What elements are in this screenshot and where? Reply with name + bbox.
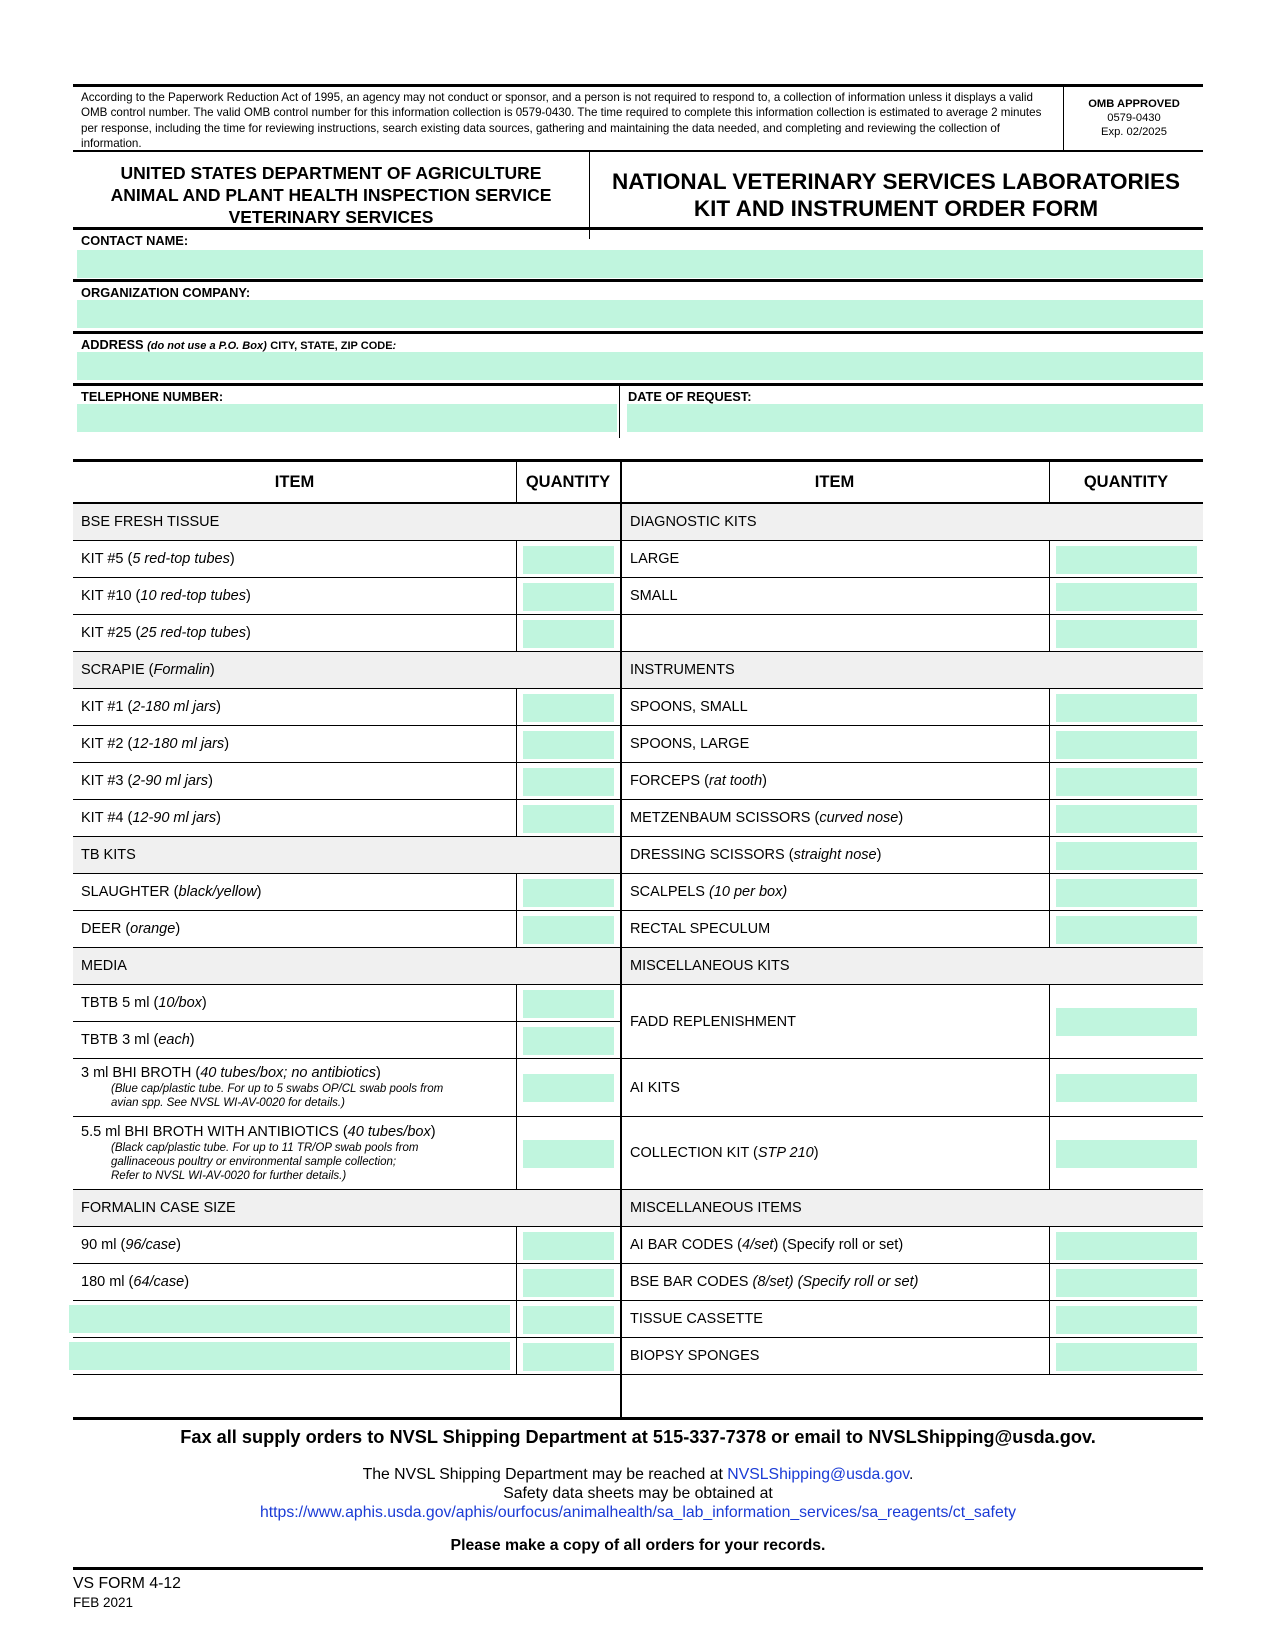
left-header-divider xyxy=(516,462,517,502)
item-label-text: 5.5 ml BHI BROTH WITH ANTIBIOTICS ( xyxy=(81,1123,348,1140)
item-label xyxy=(73,773,213,789)
item-label xyxy=(73,847,136,863)
item-label-detail: 96/case xyxy=(125,1237,177,1253)
table-row xyxy=(73,1301,516,1338)
item-label-suffix: ) xyxy=(430,1123,436,1140)
item-label-detail: STP 210 xyxy=(757,1145,814,1161)
item-label-text: SPOONS, SMALL xyxy=(630,699,748,715)
quantity-field[interactable] xyxy=(523,620,614,648)
organization-label: ORGANIZATION COMPANY: xyxy=(81,285,251,300)
item-label xyxy=(622,1200,802,1216)
table-row xyxy=(73,1338,516,1375)
item-label xyxy=(73,588,251,604)
item-label-detail: orange xyxy=(130,921,176,937)
item-label-text: AI BAR CODES ( xyxy=(630,1237,742,1253)
item-label xyxy=(622,1237,903,1253)
item-label-suffix: ) xyxy=(245,625,251,641)
item-label xyxy=(73,736,229,752)
address-label-note: (do not use a P.O. Box) xyxy=(147,340,267,352)
item-label-suffix: ) xyxy=(224,736,230,752)
custom-item-field[interactable] xyxy=(69,1305,510,1333)
item-label xyxy=(73,551,235,567)
table-row xyxy=(622,837,1049,874)
section-header-row xyxy=(73,837,620,874)
item-label-detail: black/yellow xyxy=(178,884,257,900)
quantity-field[interactable] xyxy=(1056,1008,1197,1036)
item-label xyxy=(73,921,180,937)
item-label-detail: 40 tubes/box; no antibiotics xyxy=(200,1065,376,1081)
item-label xyxy=(73,699,221,715)
item-label xyxy=(622,884,787,900)
item-label-suffix: ) xyxy=(245,588,251,604)
quantity-cell xyxy=(1049,874,1203,911)
quantity-field[interactable] xyxy=(523,1269,614,1297)
quantity-cell xyxy=(1049,1059,1203,1117)
contact-name-label: CONTACT NAME: xyxy=(81,233,189,248)
omb-number: 0579-0430 xyxy=(1107,112,1161,124)
table-row xyxy=(73,874,516,911)
item-label-text: AI KITS xyxy=(630,1079,680,1096)
item-label-text: 3 ml BHI BROTH ( xyxy=(81,1065,201,1081)
item-label xyxy=(73,625,251,641)
table-row xyxy=(622,800,1049,837)
quantity-field[interactable] xyxy=(1056,1343,1197,1371)
organization-field[interactable] xyxy=(77,300,1203,328)
item-note: Refer to NVSL WI-AV-0020 for further details.) xyxy=(111,1169,347,1182)
quantity-cell xyxy=(1049,1117,1203,1190)
item-label-text: MISCELLANEOUS ITEMS xyxy=(630,1200,802,1216)
item-label-text: FORCEPS ( xyxy=(630,773,709,789)
table-row xyxy=(73,541,516,578)
table-row xyxy=(73,911,516,948)
quantity-cell xyxy=(516,1301,620,1338)
item-label-text: KIT #2 ( xyxy=(81,736,133,752)
sds-text: Safety data sheets may be obtained at xyxy=(503,1485,773,1502)
item-label-text: 90 ml ( xyxy=(81,1237,126,1253)
quantity-field[interactable] xyxy=(1056,768,1197,796)
address-field[interactable] xyxy=(77,352,1203,380)
agency-line-3: VETERINARY SERVICES xyxy=(228,207,434,227)
item-label xyxy=(622,699,748,715)
item-label-text: DIAGNOSTIC KITS xyxy=(630,514,757,530)
item-label-text: INSTRUMENTS xyxy=(630,662,735,678)
item-label-suffix: ) xyxy=(898,810,904,826)
quantity-cell xyxy=(1049,800,1203,837)
copy-reminder: Please make a copy of all orders for your records. xyxy=(450,1537,826,1554)
quantity-cell xyxy=(516,911,620,948)
table-row xyxy=(622,874,1049,911)
quantity-field[interactable] xyxy=(1056,694,1197,722)
item-label-suffix: ) (Specify roll or set) xyxy=(773,1237,904,1253)
item-label-text: SLAUGHTER ( xyxy=(81,884,179,900)
form-date: FEB 2021 xyxy=(73,1595,134,1610)
quantity-field[interactable] xyxy=(1056,1140,1197,1168)
section-header-row xyxy=(73,948,620,985)
item-label-detail: 40 tubes/box xyxy=(347,1123,431,1140)
table-row xyxy=(622,1338,1049,1375)
item-label-suffix: ) xyxy=(229,551,235,567)
table-row xyxy=(73,1022,516,1059)
quantity-field[interactable] xyxy=(523,1232,614,1260)
quantity-cell xyxy=(516,578,620,615)
item-label-text: FADD REPLENISHMENT xyxy=(630,1013,796,1030)
title-line-1: NATIONAL VETERINARY SERVICES LABORATORIES xyxy=(612,169,1180,194)
item-label-suffix: ) xyxy=(176,1237,181,1253)
item-label-text: METZENBAUM SCISSORS ( xyxy=(630,810,820,826)
quantity-cell xyxy=(1049,1227,1203,1264)
item-label-suffix: ) xyxy=(375,1065,381,1081)
quantity-cell xyxy=(516,726,620,763)
item-label-text: KIT #1 ( xyxy=(81,699,133,715)
omb-title: OMB APPROVED xyxy=(1088,98,1180,110)
item-label xyxy=(622,514,757,530)
form-title xyxy=(589,168,1203,222)
phone-date-divider xyxy=(619,386,620,438)
item-label xyxy=(622,958,790,974)
item-label xyxy=(622,551,679,567)
item-label-suffix: ) xyxy=(256,884,262,900)
table-row xyxy=(622,578,1049,615)
quantity-cell xyxy=(1049,1301,1203,1338)
item-label xyxy=(73,1274,189,1290)
item-label xyxy=(622,1145,819,1161)
table-row xyxy=(73,985,516,1022)
table-row xyxy=(622,541,1049,578)
quantity-cell xyxy=(516,1059,620,1117)
table-row xyxy=(73,800,516,837)
item-label-text: RECTAL SPECULUM xyxy=(630,921,771,937)
quantity-cell xyxy=(516,1338,620,1375)
omb-expiration: Exp. 02/2025 xyxy=(1101,126,1167,138)
quantity-cell xyxy=(516,541,620,578)
omb-box xyxy=(1063,87,1204,150)
item-label-detail: each xyxy=(158,1032,190,1048)
item-label-text: KIT #10 ( xyxy=(81,588,141,604)
quantity-cell xyxy=(1049,837,1203,874)
item-label xyxy=(622,1080,680,1096)
table-row xyxy=(622,985,1049,1059)
quantity-cell xyxy=(516,689,620,726)
item-label-detail: 4/set xyxy=(742,1237,774,1253)
item-label-text: SPOONS, LARGE xyxy=(630,736,750,752)
custom-item-field[interactable] xyxy=(69,1342,510,1370)
quantity-field[interactable] xyxy=(1056,916,1197,944)
item-label-detail: 12-90 ml jars xyxy=(132,810,217,826)
section-header-row xyxy=(73,652,620,689)
quantity-cell xyxy=(1049,726,1203,763)
item-label xyxy=(73,958,127,974)
quantity-field[interactable] xyxy=(523,879,614,907)
right-header-divider xyxy=(1049,462,1050,502)
item-label xyxy=(622,847,881,863)
quantity-field[interactable] xyxy=(1056,879,1197,907)
item-label xyxy=(622,1014,796,1030)
organization-section xyxy=(73,279,1203,334)
item-label-text: LARGE xyxy=(630,551,680,567)
quantity-field[interactable] xyxy=(1056,1232,1197,1260)
item-label-suffix: ) xyxy=(813,1145,819,1161)
item-label-suffix: ) xyxy=(876,847,882,863)
quantity-field[interactable] xyxy=(1056,583,1197,611)
item-label-text: KIT #4 ( xyxy=(81,810,133,826)
quantity-cell xyxy=(1049,911,1203,948)
item-label xyxy=(73,1065,381,1082)
item-label-suffix: ) xyxy=(175,921,181,937)
item-label-detail: (10 per box) xyxy=(709,884,788,900)
section-header-row xyxy=(622,1190,1203,1227)
item-label xyxy=(622,1348,759,1364)
table-row xyxy=(73,689,516,726)
table-row xyxy=(622,1059,1049,1117)
item-label xyxy=(622,736,749,752)
item-label xyxy=(73,810,221,826)
form-identifier xyxy=(73,1567,1203,1610)
quantity-cell xyxy=(516,1264,620,1301)
item-label-suffix: ) xyxy=(208,773,213,789)
address-label-main: ADDRESS xyxy=(81,337,144,352)
item-label xyxy=(73,995,207,1011)
table-row xyxy=(73,763,516,800)
item-label-text: KIT #25 ( xyxy=(81,625,141,641)
item-label xyxy=(622,662,735,678)
shipping-contact-line xyxy=(73,1465,1203,1484)
fax-instructions: Fax all supply orders to NVSL Shipping Department at 515-337-7378 or email to NVSLShipping@usda.gov. xyxy=(180,1427,1096,1447)
quantity-field[interactable] xyxy=(523,546,614,574)
quantity-cell xyxy=(1049,541,1203,578)
shipping-email-link[interactable]: NVSLShipping@usda.gov xyxy=(727,1466,910,1483)
item-label-text: 180 ml ( xyxy=(81,1274,134,1290)
quantity-cell xyxy=(516,985,620,1022)
item-label-detail: 64/case xyxy=(133,1274,185,1290)
contact-name-field[interactable] xyxy=(77,250,1203,278)
table-row xyxy=(622,1264,1049,1301)
telephone-field[interactable] xyxy=(77,404,617,432)
quantity-cell xyxy=(1049,615,1203,652)
item-label-detail: 2-180 ml jars xyxy=(132,699,217,715)
item-label-detail: 12-180 ml jars xyxy=(132,736,225,752)
quantity-field[interactable] xyxy=(1056,1306,1197,1334)
table-row xyxy=(622,1301,1049,1338)
item-label-detail: Formalin xyxy=(153,662,210,678)
item-label-suffix: ) xyxy=(216,810,221,826)
item-label xyxy=(73,1124,436,1141)
item-label-suffix: ) xyxy=(762,773,767,789)
item-label-detail: 25 red-top tubes xyxy=(140,625,246,641)
quantity-field[interactable] xyxy=(523,694,614,722)
quantity-field[interactable] xyxy=(1056,546,1197,574)
form-header xyxy=(73,150,1203,239)
quantity-field[interactable] xyxy=(1056,1269,1197,1297)
table-row xyxy=(622,1117,1049,1190)
item-label-suffix: ) xyxy=(184,1274,190,1290)
item-label-text: BIOPSY SPONGES xyxy=(630,1348,760,1364)
table-row xyxy=(73,615,516,652)
date-of-request-label: DATE OF REQUEST: xyxy=(628,389,752,404)
quantity-field[interactable] xyxy=(1056,731,1197,759)
item-label-text: SMALL xyxy=(630,588,678,604)
address-label xyxy=(81,337,396,352)
item-label xyxy=(622,773,767,789)
table-row xyxy=(622,726,1049,763)
item-label-text: COLLECTION KIT ( xyxy=(630,1145,758,1161)
agency-line-1: UNITED STATES DEPARTMENT OF AGRICULTURE xyxy=(120,163,542,183)
quantity-cell xyxy=(516,800,620,837)
item-label-suffix: ) xyxy=(189,1032,195,1048)
item-label-text: TISSUE CASSETTE xyxy=(630,1311,763,1327)
table-row xyxy=(622,763,1049,800)
left-quantity-header: QUANTITY xyxy=(525,472,611,491)
paperwork-notice xyxy=(73,84,1203,152)
item-label xyxy=(73,514,219,530)
item-note: gallinaceous poultry or environmental sample collection; xyxy=(111,1155,397,1168)
contact-name-section xyxy=(73,227,1203,282)
item-label-text: SCRAPIE ( xyxy=(81,662,154,678)
item-label-text: BSE FRESH TISSUE xyxy=(81,514,220,530)
item-note: (Black cap/plastic tube. For up to 11 TR/OP swab pools from xyxy=(111,1141,419,1154)
item-label xyxy=(73,1237,181,1253)
item-label xyxy=(622,921,770,937)
table-row xyxy=(73,1264,516,1301)
quantity-field[interactable] xyxy=(523,990,614,1018)
item-label-text: MISCELLANEOUS KITS xyxy=(630,958,790,974)
quantity-field[interactable] xyxy=(523,1306,614,1334)
quantity-cell xyxy=(1049,1264,1203,1301)
section-header-row xyxy=(622,948,1203,985)
quantity-cell xyxy=(516,1117,620,1190)
item-label-text: DEER ( xyxy=(81,921,131,937)
item-label-detail: 5 red-top tubes xyxy=(132,551,230,567)
item-label-detail: (8/set) (Specify roll or set) xyxy=(752,1274,919,1290)
item-label xyxy=(622,810,903,826)
table-row xyxy=(73,1117,516,1190)
address-label-colon: : xyxy=(392,340,397,352)
item-label-text: KIT #3 ( xyxy=(81,773,133,789)
quantity-cell xyxy=(516,874,620,911)
quantity-field[interactable] xyxy=(523,768,614,796)
address-section xyxy=(73,331,1203,386)
item-label-text: FORMALIN CASE SIZE xyxy=(81,1200,236,1216)
quantity-field[interactable] xyxy=(523,916,614,944)
agency-line-2: ANIMAL AND PLANT HEALTH INSPECTION SERVICE xyxy=(110,185,552,205)
phone-date-section xyxy=(73,383,1203,438)
item-label xyxy=(73,1032,195,1048)
item-label-text: TBTB 3 ml ( xyxy=(81,1032,159,1048)
items-table xyxy=(73,459,1203,1420)
title-line-2: KIT AND INSTRUMENT ORDER FORM xyxy=(693,196,1099,221)
table-row xyxy=(73,726,516,763)
item-label xyxy=(73,662,215,678)
item-label-text: TB KITS xyxy=(81,847,136,863)
quantity-cell xyxy=(1049,578,1203,615)
item-label-detail: 2-90 ml jars xyxy=(132,773,209,789)
table-row xyxy=(73,578,516,615)
item-note: avian spp. See NVSL WI-AV-0020 for details.) xyxy=(111,1097,345,1109)
section-header-row xyxy=(622,652,1203,689)
item-label-text: MEDIA xyxy=(81,958,127,974)
quantity-field[interactable] xyxy=(523,805,614,833)
table-row xyxy=(622,615,1049,652)
quantity-cell xyxy=(1049,1338,1203,1375)
sds-link[interactable]: https://www.aphis.usda.gov/aphis/ourfocus/animalhealth/sa_lab_information_services/sa_reagents/ct_safety xyxy=(259,1504,1017,1521)
table-row xyxy=(73,1059,516,1117)
notice-text: According to the Paperwork Reduction Act of 1995, an agency may not conduct or sponsor, and a person is not required to respond to, a collection of information unless it displays a valid OMB control number. The valid OMB control number for this information collection is 0579-0430. The time required to complete this information collection is estimated to average 2 minutes per response, including the time for reviewing instructions, search existing data sources, gathering and maintaining the data needed, and completing and reviewing the collection of information. xyxy=(81,91,1042,151)
quantity-cell xyxy=(516,1227,620,1264)
quantity-field[interactable] xyxy=(523,1074,614,1102)
item-label-text: TBTB 5 ml ( xyxy=(81,995,159,1011)
item-label-detail: curved nose xyxy=(819,810,899,826)
quantity-field[interactable] xyxy=(523,583,614,611)
table-row xyxy=(622,689,1049,726)
item-label xyxy=(622,1274,918,1290)
table-row xyxy=(73,1227,516,1264)
item-label xyxy=(73,884,262,900)
item-label-detail: 10/box xyxy=(158,995,202,1011)
left-item-header: ITEM xyxy=(274,472,315,491)
shipping-info xyxy=(73,1465,1203,1522)
table-row xyxy=(622,1227,1049,1264)
agency-name xyxy=(73,162,589,228)
right-quantity-header: QUANTITY xyxy=(1083,472,1169,491)
quantity-field[interactable] xyxy=(1056,805,1197,833)
item-label xyxy=(622,588,678,604)
item-label-detail: 10 red-top tubes xyxy=(140,588,246,604)
item-label-suffix: ) xyxy=(216,699,221,715)
quantity-cell xyxy=(516,1022,620,1059)
item-label-text: SCALPELS xyxy=(630,884,709,900)
table-row xyxy=(622,911,1049,948)
quantity-cell xyxy=(1049,689,1203,726)
section-header-row xyxy=(73,1190,620,1227)
form-number: VS FORM 4-12 xyxy=(73,1575,181,1592)
item-label xyxy=(73,1200,236,1216)
quantity-cell xyxy=(1049,985,1203,1059)
quantity-cell xyxy=(1049,763,1203,800)
quantity-field[interactable] xyxy=(1056,842,1197,870)
item-label-text: BSE BAR CODES xyxy=(630,1274,753,1290)
quantity-cell xyxy=(516,615,620,652)
item-label-text: DRESSING SCISSORS ( xyxy=(630,847,794,863)
item-label-text: KIT #5 ( xyxy=(81,551,133,567)
shipping-contact-prefix: The NVSL Shipping Department may be reached at xyxy=(362,1466,728,1483)
item-label-detail: straight nose xyxy=(793,847,877,863)
quantity-cell xyxy=(516,763,620,800)
address-label-city: CITY, STATE, ZIP CODE xyxy=(270,340,393,352)
shipping-contact-suffix: . xyxy=(909,1466,914,1483)
section-header-row xyxy=(73,504,620,541)
item-note: (Blue cap/plastic tube. For up to 5 swabs OP/CL swab pools from xyxy=(111,1083,444,1095)
right-item-header: ITEM xyxy=(814,472,855,491)
date-of-request-field[interactable] xyxy=(627,404,1203,432)
section-header-row xyxy=(622,504,1203,541)
quantity-field[interactable] xyxy=(523,731,614,759)
quantity-field[interactable] xyxy=(523,1343,614,1371)
quantity-field[interactable] xyxy=(523,1140,614,1168)
item-label-suffix: ) xyxy=(201,995,207,1011)
quantity-field[interactable] xyxy=(1056,1074,1197,1102)
quantity-field[interactable] xyxy=(523,1027,614,1055)
quantity-field[interactable] xyxy=(1056,620,1197,648)
item-label-detail: rat tooth xyxy=(708,773,763,789)
item-label-suffix: ) xyxy=(209,662,215,678)
item-label xyxy=(622,1311,763,1327)
telephone-label: TELEPHONE NUMBER: xyxy=(81,389,224,404)
